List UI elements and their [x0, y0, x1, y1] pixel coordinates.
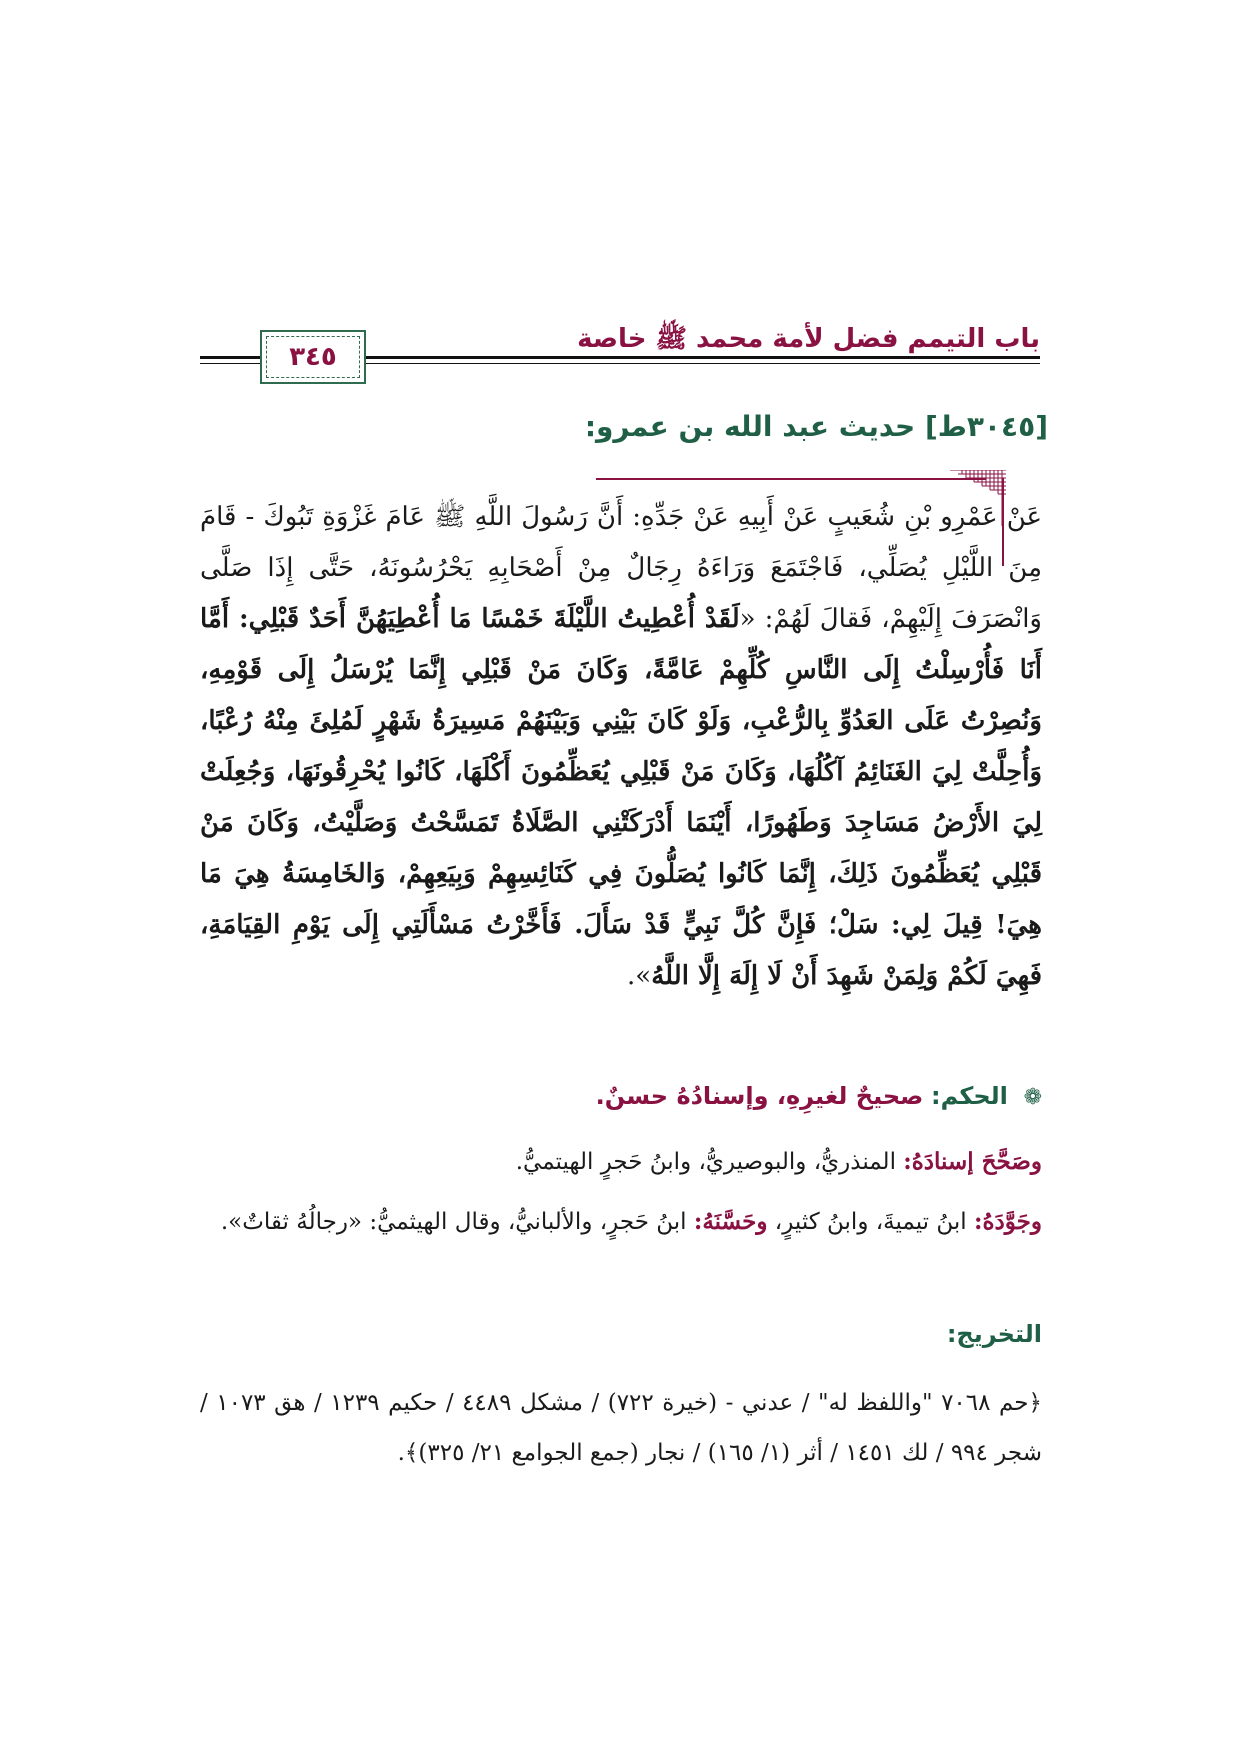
jawwadahu-label: وجَوَّدَهُ: — [974, 1208, 1042, 1235]
hadith-body — [200, 492, 1042, 1002]
ruling-value: صحيحٌ لغيرِهِ، وإسنادُهُ حسنٌ. — [595, 1082, 924, 1110]
hadith-closing: ». — [627, 961, 652, 991]
frame-top-line — [596, 478, 986, 480]
hassanahu-text: ابنُ حَجرٍ، والألبانيُّ، وقال الهيثميُّ: «رجالُهُ ثقاتٌ». — [220, 1209, 687, 1235]
page-number: ٣٤٥ — [289, 342, 337, 372]
hassanahu-label: وحَسَّنَهُ: — [693, 1208, 768, 1235]
hadith-title: [٣٠٤٥ط] حديث عبد الله بن عمرو: — [584, 410, 1048, 443]
jawwadahu-text: ابنُ تيميةَ، وابنُ كثيرٍ، — [774, 1209, 967, 1235]
takhrij-text: ﴿حم ٧٠٦٨ "واللفظ له" / عدني - (خيرة ٧٢٢) / مشكل ٤٤٨٩ / حكيم ١٢٣٩ / هق ١٠٧٣ / شجر ٩٩٤ / لك ١٤٥١ / أثر (١/ ١٦٥) / نجار (جمع الجوامع ٢١/ ٣٢٥)﴾. — [200, 1390, 1042, 1466]
sahhaha-label: وصَحَّحَ إسنادَهُ: — [903, 1148, 1042, 1175]
takhrij-heading: التخريج: — [946, 1320, 1042, 1348]
ruling-line — [200, 1076, 1042, 1118]
hadith-intro: عَنْ عَمْرِو بْنِ شُعَيبٍ عَنْ أَبِيهِ عَنْ جَدِّهِ: أَنَّ رَسُولَ اللَّهِ ﷺ عَامَ غَزْوَةِ تَبُوكَ - قَامَ مِنَ اللَّيْلِ يُصَلِّي، فَاجْتَمَعَ وَرَاءَهُ رِجَالٌ مِنْ أَصْحَابِهِ يَحْرُسُونَهُ، حَتَّى إِذَا صَلَّى وَانْصَرَفَ إِلَيْهِمْ، فَقالَ لَهُمْ: « — [200, 502, 1042, 634]
sahhaha-line — [200, 1140, 1042, 1184]
page-number-badge — [260, 330, 366, 384]
ruling-label: الحكم: — [931, 1082, 1008, 1110]
running-head: باب التيمم فضل لأمة محمد ﷺ خاصة — [577, 324, 1040, 354]
flower-ornament-icon: ❁ — [1023, 1085, 1042, 1110]
jawwadahu-paragraph — [200, 1200, 1042, 1244]
sahhaha-text: المنذريُّ، والبوصيريُّ، وابنُ حَجرٍ الهيتميُّ. — [515, 1149, 896, 1175]
hadith-quote: لَقَدْ أُعْطِيتُ اللَّيْلَةَ خَمْسًا مَا أُعْطِيَهُنَّ أَحَدٌ قَبْلِي: أَمَّا أَنَا فَأُرْسِلْتُ إِلَى النَّاسِ كُلِّهِمْ عَامَّةً، وَكَانَ مَنْ قَبْلِي إِنَّمَا يُرْسَلُ إِلَى قَوْمِهِ، وَنُصِرْتُ عَلَى العَدُوِّ بِالرُّعْبِ، وَلَوْ كَانَ بَيْنِي وَبَيْنَهُمْ مَسِيرَةُ شَهْرٍ لَمُلِئَ مِنْهُ رُعْبًا، وَأُحِلَّتْ لِيَ الغَنَائِمُ آكُلُهَا، وَكَانَ مَنْ قَبْلِي يُعَظِّمُونَ أَكْلَهَا، كَانُوا يُحْرِقُونَهَا، وَجُعِلَتْ لِيَ الأَرْضُ مَسَاجِدَ وَطَهُورًا، أَيْنَمَا أَدْرَكَتْنِي الصَّلَاةُ تَمَسَّحْتُ وَصَلَّيْتُ، وَكَانَ مَنْ قَبْلِي يُعَظِّمُونَ ذَلِكَ، إِنَّمَا كَانُوا يُصَلُّونَ فِي كَنَائِسِهِمْ وَبِيَعِهِمْ، وَالخَامِسَةُ هِيَ مَا هِيَ! قِيلَ لِي: سَلْ؛ فَإِنَّ كُلَّ نَبِيٍّ قَدْ سَأَلَ. فَأَخَّرْتُ مَسْأَلَتِي إِلَى يَوْمِ القِيَامَةِ، فَهِيَ لَكُمْ وَلِمَنْ شَهِدَ أَنْ لَا إِلَهَ إِلَّا اللَّهُ — [200, 604, 1042, 991]
